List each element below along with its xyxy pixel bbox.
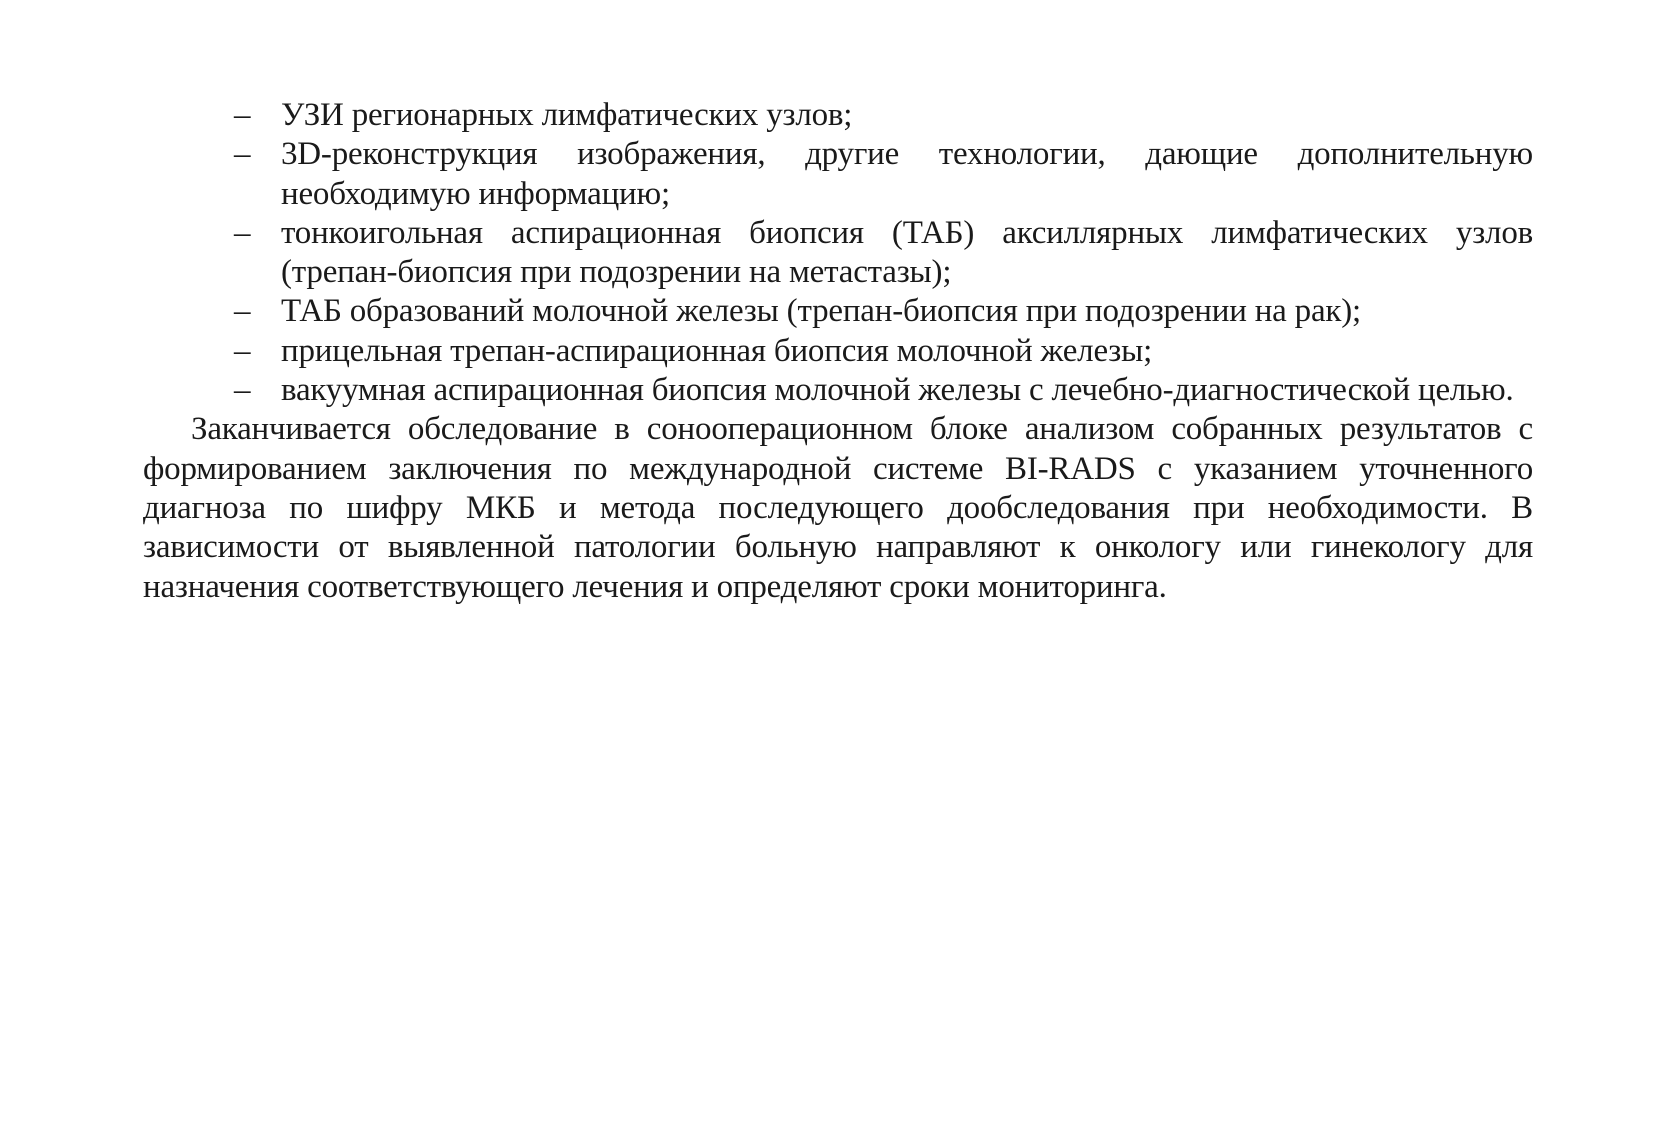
list-dash-marker: – — [234, 293, 251, 330]
list-item — [143, 332, 1533, 371]
list-dash-marker: – — [234, 214, 251, 251]
list-item-text: тонкоигольная аспирационная биопсия (ТАБ) аксиллярных лимфатических узлов (трепан-биопсия при подозрении на метастазы); — [281, 214, 1533, 291]
list-dash-marker: – — [234, 136, 251, 173]
list-item — [143, 96, 1533, 135]
document-page — [143, 96, 1533, 607]
list-item-text: прицельная трепан-аспирационная биопсия молочной железы; — [281, 332, 1153, 369]
list-dash-marker: – — [234, 332, 251, 369]
list-item — [143, 135, 1533, 214]
list-item-text: вакуумная аспирационная биопсия молочной железы с лечебно-диагностической целью. — [281, 372, 1514, 409]
conclusion-paragraph: Заканчивается обследование в сонооперационном блоке анализом собранных результатов с формированием заключения по международной системе BI-RADS с указанием уточненного диагноза по шифру МКБ и метода последующего дообследования при необходимости. В зависимости от выявленной патологии больную направляют к онкологу или гинекологу для назначения соответствующего лечения и определяют сроки мониторинга. — [143, 411, 1533, 605]
list-item — [143, 371, 1533, 410]
list-item — [143, 292, 1533, 331]
list-dash-marker: – — [234, 372, 251, 409]
examination-list — [143, 96, 1533, 410]
list-item — [143, 214, 1533, 293]
list-item-text: УЗИ регионарных лимфатических узлов; — [281, 97, 853, 133]
list-dash-marker: – — [234, 97, 251, 133]
list-item-text: ТАБ образований молочной железы (трепан-биопсия при подозрении на рак); — [281, 293, 1362, 330]
list-item-text: 3D-реконструкция изображения, другие технологии, дающие дополнительную необходимую информацию; — [281, 136, 1533, 212]
